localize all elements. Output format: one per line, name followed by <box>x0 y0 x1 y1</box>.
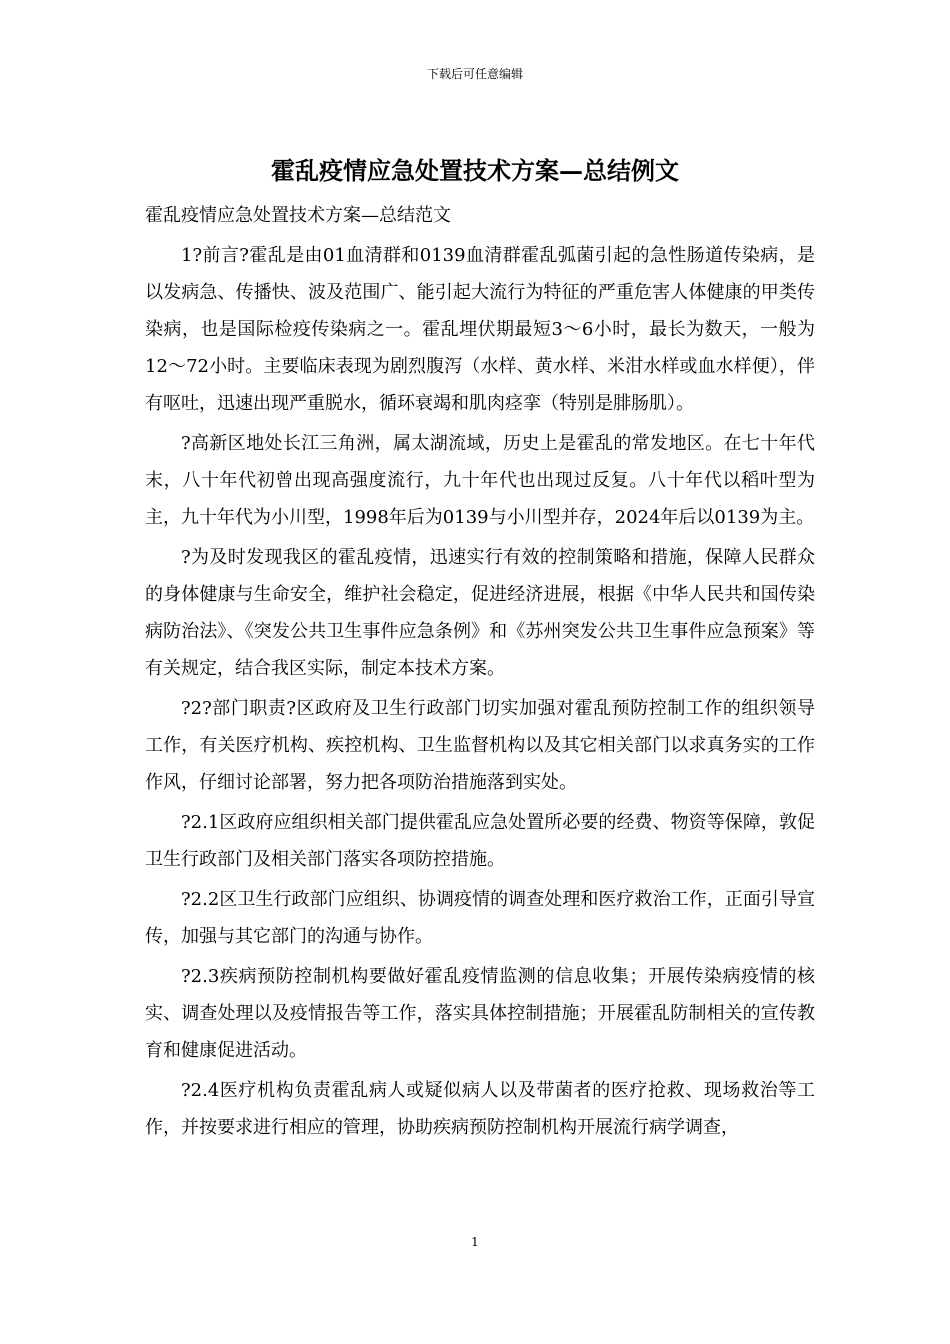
paragraph-preface: 1?前言?霍乱是由01血清群和0139血清群霍乱弧菌引起的急性肠道传染病，是以发病急、传播快、波及范围广、能引起大流行为特征的严重危害人体健康的甲类传染病，也是国际检疫传染病之一。霍乱埋伏期最短3～6小时，最长为数天，一般为12～72小时。主要临床表现为剧烈腹泻（水样、黄水样、米泔水样或血水样便），伴有呕吐，迅速出现严重脱水，循环衰竭和肌肉痉挛（特别是腓肠肌）。 <box>145 245 815 414</box>
document-title: 霍乱疫情应急处置技术方案—总结例文 <box>271 156 679 185</box>
paragraph-section-2-3: ?2.3疾病预防控制机构要做好霍乱疫情监测的信息收集；开展传染病疫情的核实、调查处理以及疫情报告等工作，落实具体控制措施；开展霍乱防制相关的宣传教育和健康促进活动。 <box>145 966 815 1061</box>
document-subtitle: 霍乱疫情应急处置技术方案—总结范文 <box>145 205 451 226</box>
paragraph-section-2-1: ?2.1区政府应组织相关部门提供霍乱应急处置所必要的经费、物资等保障，敦促卫生行政部门及相关部门落实各项防控措施。 <box>145 812 815 870</box>
paragraph-purpose: ?为及时发现我区的霍乱疫情，迅速实行有效的控制策略和措施，保障人民群众的身体健康与生命安全，维护社会稳定，促进经济进展，根据《中华人民共和国传染病防治法》、《突发公共卫生事件应急条例》和《苏州突发公共卫生事件应急预案》等有关规定，结合我区实际，制定本技术方案。 <box>145 547 815 679</box>
document-body <box>145 197 815 1149</box>
paragraph-history: ?高新区地处长江三角洲，属太湖流域，历史上是霍乱的常发地区。在七十年代末，八十年代初曾出现高强度流行，九十年代也出现过反复。八十年代以稻叶型为主，九十年代为小川型，1998年后为0139与小川型并存，2024年后以0139为主。 <box>145 433 815 528</box>
page-header: 下载后可任意编辑 <box>426 67 523 81</box>
paragraph-section-2-4: ?2.4医疗机构负责霍乱病人或疑似病人以及带菌者的医疗抢救、现场救治等工作，并按要求进行相应的管理，协助疾病预防控制机构开展流行病学调查， <box>145 1080 815 1138</box>
paragraph-section-2-2: ?2.2区卫生行政部门应组织、协调疫情的调查处理和医疗救治工作，正面引导宣传，加强与其它部门的沟通与协作。 <box>145 889 815 947</box>
paragraph-responsibilities: ?2?部门职责?区政府及卫生行政部门切实加强对霍乱预防控制工作的组织领导工作，有关医疗机构、疾控机构、卫生监督机构以及其它相关部门以求真务实的工作作风，仔细讨论部署，努力把各项防治措施落到实处。 <box>145 698 815 793</box>
page-number: 1 <box>471 1235 479 1249</box>
